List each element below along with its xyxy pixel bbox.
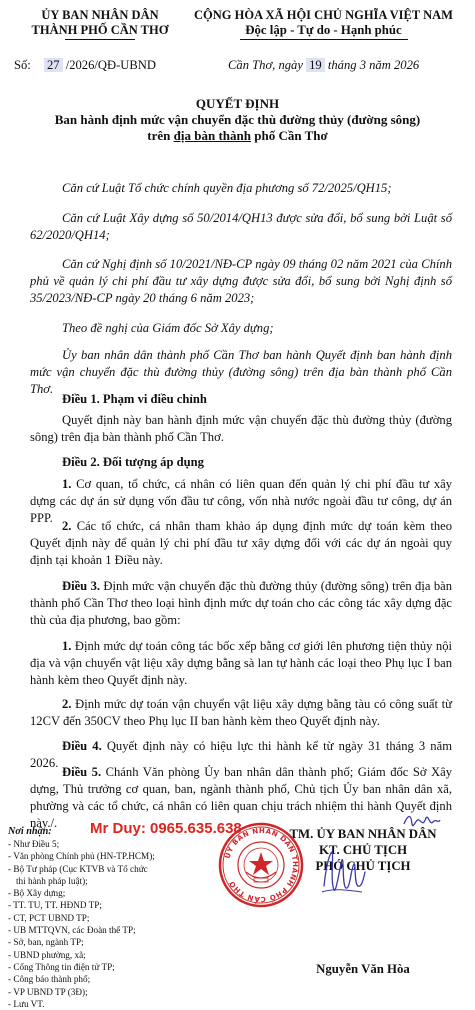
article-3-item-2-num: 2. (62, 697, 72, 711)
recipient-item: - UBND phường, xã; (8, 949, 86, 960)
article-2-item-1-text: Cơ quan, tổ chức, cá nhân có liên quan đến quản lý chi phí đầu tư xây dựng các dự án sử dụng vốn đầu tư công, vốn nhà nước ngoài đầu tư công, dự án PPP. (30, 477, 452, 525)
handwritten-signature (318, 846, 368, 904)
document-date (228, 58, 419, 73)
article-5-text: Chánh Văn phòng Ủy ban nhân dân thành phố; Giám đốc Sở Xây dựng, Thủ trưởng cơ quan, ban, ngành thành phố, Chủ tịch Ủy ban nhân dân xã, phường và các tổ chức, cá nhân có liên quan chịu trách nhiệm thi hành Quyết định này./. (30, 765, 452, 830)
seal-text: ỦY BAN NHÂN DÂN THÀNH PHỐ CẦN THƠ (223, 826, 300, 904)
recipient-item: - Lưu VT. (8, 998, 45, 1009)
authority-underline (65, 39, 135, 40)
issuing-authority (0, 8, 200, 40)
recipient-item: - UB MTTQVN, các Đoàn thể TP; (8, 925, 136, 936)
recipient-item: - TT. TU, TT. HĐND TP; (8, 900, 102, 911)
official-seal (218, 822, 304, 908)
signature-line-1: TM. ỦY BAN NHÂN DÂN (289, 827, 437, 841)
recipients-list (8, 838, 208, 1010)
title-sub-line-2 (0, 128, 475, 144)
recipient-item: - CT, PCT UBND TP; (8, 912, 90, 923)
recipient-item: - VP UBND TP (3Đ); (8, 986, 88, 997)
signature-line-3: PHÓ CHỦ TỊCH (315, 859, 411, 873)
article-3-item-2 (30, 696, 452, 730)
preamble-1: Căn cứ Luật Tổ chức chính quyền địa phương số 72/2025/QH15; (62, 181, 392, 195)
signer-name: Nguyễn Văn Hòa (316, 962, 410, 976)
article-3-label: Điều 3. (62, 579, 101, 593)
article-5-label: Điều 5. (62, 765, 102, 779)
title-sub-underlined: địa bàn thành (173, 128, 251, 143)
motto-line-2: Độc lập - Tự do - Hạnh phúc (245, 23, 402, 37)
article-1-heading: Điều 1. Phạm vi điều chỉnh (62, 392, 207, 406)
article-4-label: Điều 4. (62, 739, 102, 753)
date-suffix: tháng 3 năm 2026 (327, 58, 420, 72)
number-prefix: Số: (14, 58, 31, 72)
document-number (14, 58, 156, 73)
article-2-item-2 (30, 518, 452, 569)
signature-line-2: KT. CHỦ TỊCH (318, 843, 408, 857)
title-sub-post: phố Cần Thơ (250, 128, 328, 143)
recipient-item: - Bộ Tư pháp (Cục KTVB và Tổ chức (8, 863, 148, 874)
motto-underline (240, 39, 408, 40)
article-3-item-1 (30, 638, 452, 689)
article-2-item-2-text: Các tổ chức, cá nhân tham khảo áp dụng định mức dự toán kèm theo Quyết định này để quản lý chi phí đầu tư xây dựng đối với các dự án ngoài quy định tại khoản 1 Điều này. (30, 519, 452, 567)
article-3-text: Định mức vận chuyển đặc thù đường thủy (đường sông) trên địa bàn thành phố Cần Thơ theo loại hình định mức dự toán cho các công tác xây dựng đặc thù của địa phương, bao gồm: (30, 579, 453, 627)
motto-line-1: CỘNG HÒA XÃ HỘI CHỦ NGHĨA VIỆT NAM (194, 8, 453, 22)
number-suffix: /2026/QĐ-UBND (65, 58, 156, 72)
date-prefix: Cần Thơ, ngày (228, 58, 303, 72)
title-sub-line-1: Ban hành định mức vận chuyển đặc thù đường thủy (đường sông) (54, 112, 421, 127)
article-2-item-1-num: 1. (62, 477, 72, 491)
recipient-item: thi hành pháp luật); (16, 875, 88, 886)
recipient-item: - Bộ Xây dựng; (8, 888, 66, 899)
authority-line-2: THÀNH PHỐ CẦN THƠ (31, 23, 169, 37)
article-4-text: Quyết định này có hiệu lực thi hành kể từ ngày 31 tháng 3 năm 2026. (30, 739, 452, 770)
watermark-contact: Mr Duy: 0965.635.638 (90, 820, 242, 837)
recipient-item: - Văn phòng Chính phủ (HN-TP.HCM); (8, 851, 155, 862)
title-main: QUYẾT ĐỊNH (195, 96, 280, 111)
document-title (0, 96, 475, 144)
preamble-5: Ủy ban nhân dân thành phố Cần Thơ ban hành Quyết định ban hành định mức vận chuyển đặc thù đường thủy (đường sông) trên địa bàn thành phố Cần Thơ. (30, 348, 452, 396)
recipient-item: - Công báo thành phố; (8, 974, 91, 985)
recipients-block (8, 826, 208, 1010)
recipient-item: - Sở, ban, ngành TP; (8, 937, 84, 948)
number-value: 27 (44, 58, 63, 72)
article-3-item-1-text: Định mức dự toán công tác bốc xếp bằng cơ giới lên phương tiện thủy nội địa và vận chuyển vật liệu xây dựng bằng sà lan tự hành các loại theo Phụ lục I ban hành kèm theo Quyết định này. (30, 639, 452, 687)
authority-line-1: ỦY BAN NHÂN DÂN (41, 8, 159, 22)
preamble-4: Theo đề nghị của Giám đốc Sở Xây dựng; (62, 321, 274, 335)
recipients-heading: Nơi nhận: (8, 826, 52, 837)
article-1-text: Quyết định này ban hành định mức vận chuyển đặc thù đường thủy (đường sông) trên địa bàn thành phố Cần Thơ. (30, 413, 452, 444)
recipient-item: - Cổng Thông tin điện tử TP; (8, 961, 115, 972)
article-3-item-2-text: Định mức dự toán vận chuyển vật liệu xây dựng bằng tàu có công suất từ 12CV đến 350CV theo Phụ lục II ban hành kèm theo Quyết định này. (30, 697, 452, 728)
national-motto (172, 8, 475, 40)
article-3 (30, 578, 452, 629)
title-sub-pre: trên (147, 128, 174, 143)
preamble-2: Căn cứ Luật Xây dựng số 50/2014/QH13 được sửa đổi, bổ sung bởi Luật số 62/2020/QH14; (30, 211, 452, 242)
recipient-item: - Như Điều 5; (8, 839, 60, 849)
date-day: 19 (306, 58, 325, 72)
preamble-3: Căn cứ Nghị định số 10/2021/NĐ-CP ngày 09 tháng 02 năm 2021 của Chính phủ về quản lý chi phí đầu tư xây dựng được sửa đổi, bổ sung bởi Nghị định số 35/2023/NĐ-CP ngày 20 tháng 6 năm 2023; (30, 257, 452, 305)
article-2-item-2-num: 2. (62, 519, 72, 533)
article-3-item-1-num: 1. (62, 639, 72, 653)
article-2-heading: Điều 2. Đối tượng áp dụng (62, 455, 204, 469)
